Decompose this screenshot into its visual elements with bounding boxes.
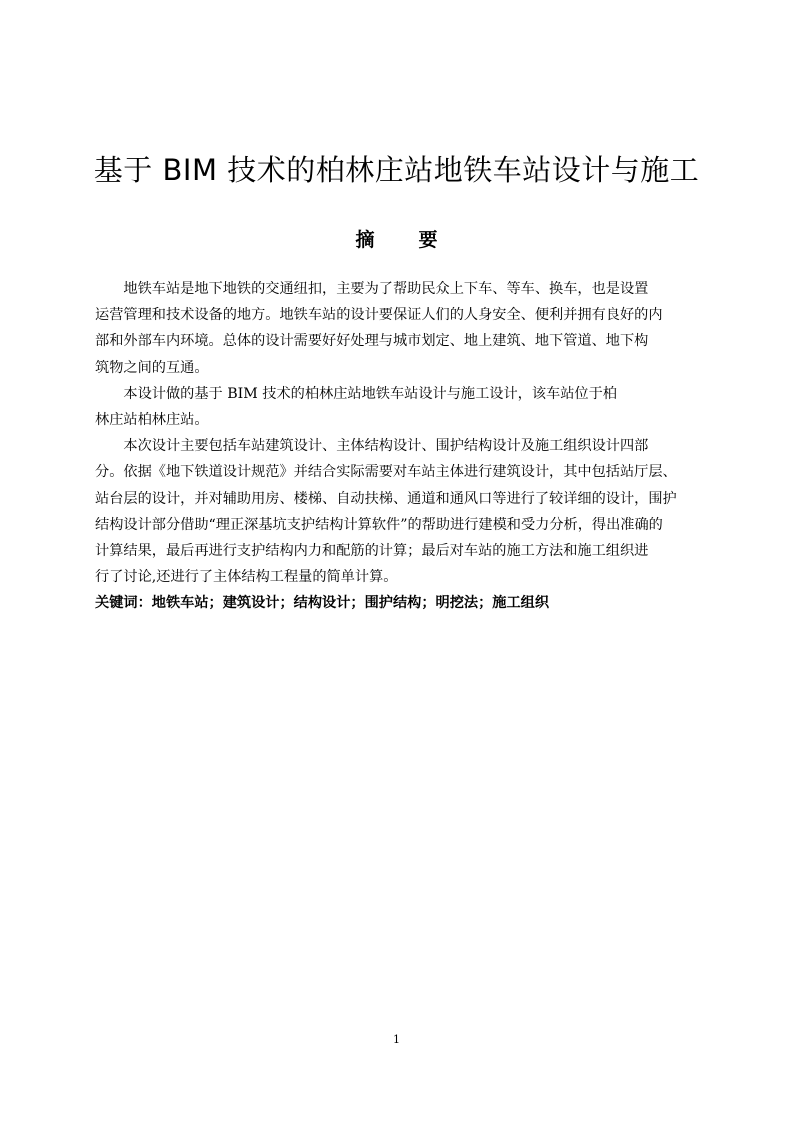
paragraph-line: 运营管理和技术设备的地方。地铁车站的设计要保证人们的人身安全、便利并拥有良好的内 [95, 307, 663, 324]
page-number: 1 [393, 1033, 400, 1046]
abstract-paragraph-3 [95, 433, 699, 590]
paragraph-line: 分。依据《地下铁道设计规范》并结合实际需要对车站主体进行建筑设计，其中包括站厅层、 [95, 464, 677, 481]
paragraph-line: 站台层的设计，并对辅助用房、楼梯、自动扶梯、通道和通风口等进行了较详细的设计，围护 [95, 490, 677, 507]
abstract-heading-char-1: 摘 [355, 229, 375, 251]
paragraph-line: 结构设计部分借助“理正深基坑支护结构计算软件”的帮助进行建模和受力分析，得出准确的 [95, 516, 663, 533]
abstract-body [95, 276, 699, 590]
keywords-line: 关键词：地铁车站；建筑设计；结构设计；围护结构；明挖法；施工组织 [95, 595, 550, 611]
paragraph-line: 地铁车站是地下地铁的交通纽扣，主要为了帮助民众上下车、等车、换车，也是设置 [123, 281, 649, 297]
abstract-heading-char-2: 要 [418, 229, 438, 251]
paragraph-line: 筑物之间的互通。 [95, 359, 209, 376]
document-title: 基于 BIM 技术的柏林庄站地铁车站设计与施工 [93, 153, 700, 187]
paragraph-line: 林庄站柏林庄站。 [95, 412, 209, 429]
paragraph-line: 计算结果，最后再进行支护结构内力和配筋的计算；最后对车站的施工方法和施工组织进 [95, 543, 649, 560]
paragraph-line: 部和外部车内环境。总体的设计需要好好处理与城市划定、地上建筑、地下管道、地下构 [95, 333, 649, 350]
abstract-heading [0, 227, 793, 253]
paragraph-line: 行了讨论,还进行了主体结构工程量的简单计算。 [95, 569, 398, 586]
abstract-paragraph-2 [95, 381, 699, 433]
paragraph-line: 本设计做的基于 BIM 技术的柏林庄站地铁车站设计与施工设计，该车站位于柏 [123, 385, 617, 402]
abstract-paragraph-1 [95, 276, 699, 381]
paragraph-line: 本次设计主要包括车站建筑设计、主体结构设计、围护结构设计及施工组织设计四部 [123, 438, 649, 455]
